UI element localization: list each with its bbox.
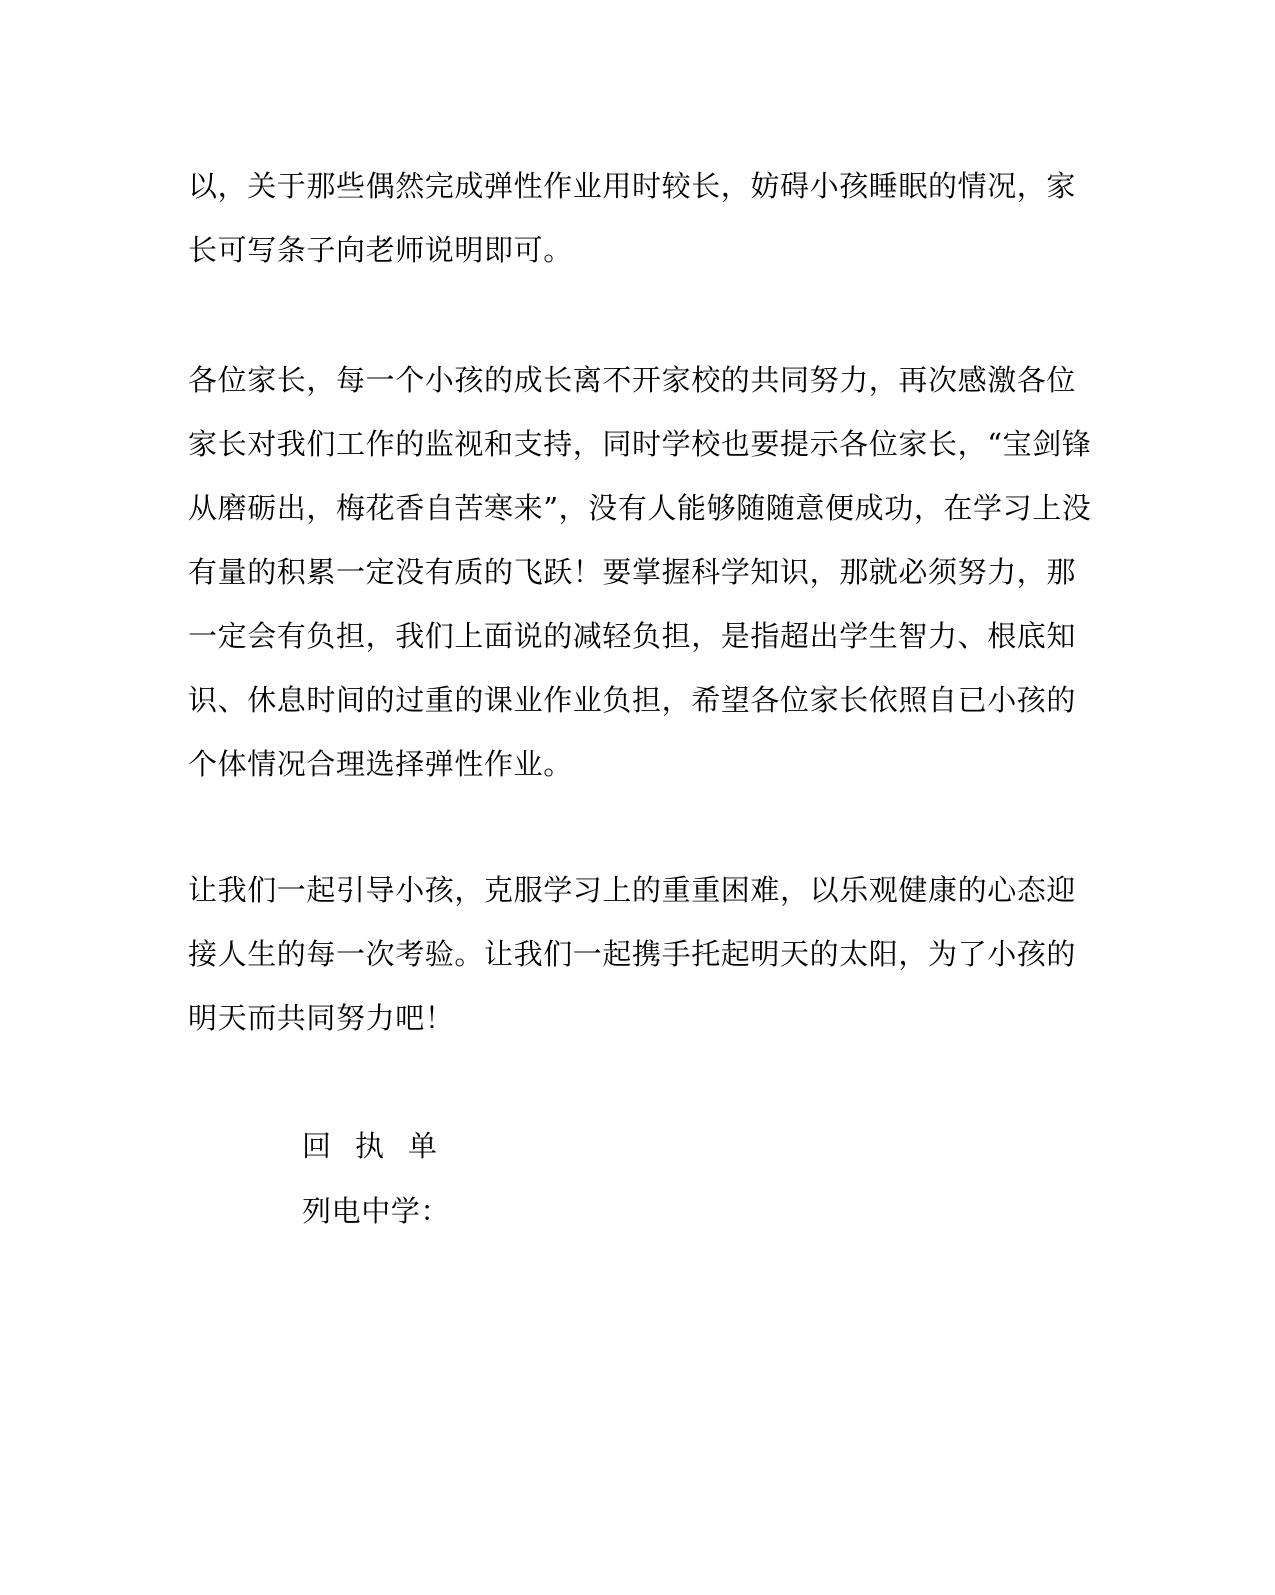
paragraph-3-line-2: 接人生的每一次考验。让我们一起携手托起明天的太阳，为了小孩的 <box>188 937 1077 971</box>
paragraph-2-line-4: 有量的积累一定没有质的飞跃！要掌握科学知识，那就必须努力，那 <box>188 555 1077 589</box>
paragraph-1-line-1: 以，关于那些偶然完成弹性作业用时较长，妨碍小孩睡眠的情况，家 <box>188 169 1077 203</box>
paragraph-2-line-1: 各位家长，每一个小孩的成长离不开家校的共同努力，再次感激各位 <box>188 363 1077 397</box>
paragraph-2-line-7: 个体情况合理选择弹性作业。 <box>188 747 573 781</box>
paragraph-2-line-2: 家长对我们工作的监视和支持，同时学校也要提示各位家长，“宝剑锋 <box>188 427 1092 461</box>
receipt-addressee: 列电中学： <box>302 1194 451 1228</box>
paragraph-1-line-2: 长可写条子向老师说明即可。 <box>188 233 573 267</box>
paragraph-3-line-1: 让我们一起引导小孩，克服学习上的重重困难，以乐观健康的心态迎 <box>188 873 1077 907</box>
paragraph-2-line-3: 从磨砺出，梅花香自苦寒来”，没有人能够随随意便成功，在学习上没 <box>188 491 1092 525</box>
paragraph-2-line-6: 识、休息时间的过重的课业作业负担，希望各位家长依照自已小孩的 <box>188 683 1077 717</box>
receipt-title: 回执单 <box>302 1129 462 1163</box>
paragraph-3-line-3: 明天而共同努力吧！ <box>188 1001 455 1035</box>
paragraph-2-line-5: 一定会有负担，我们上面说的减轻负担，是指超出学生智力、根底知 <box>188 619 1077 653</box>
